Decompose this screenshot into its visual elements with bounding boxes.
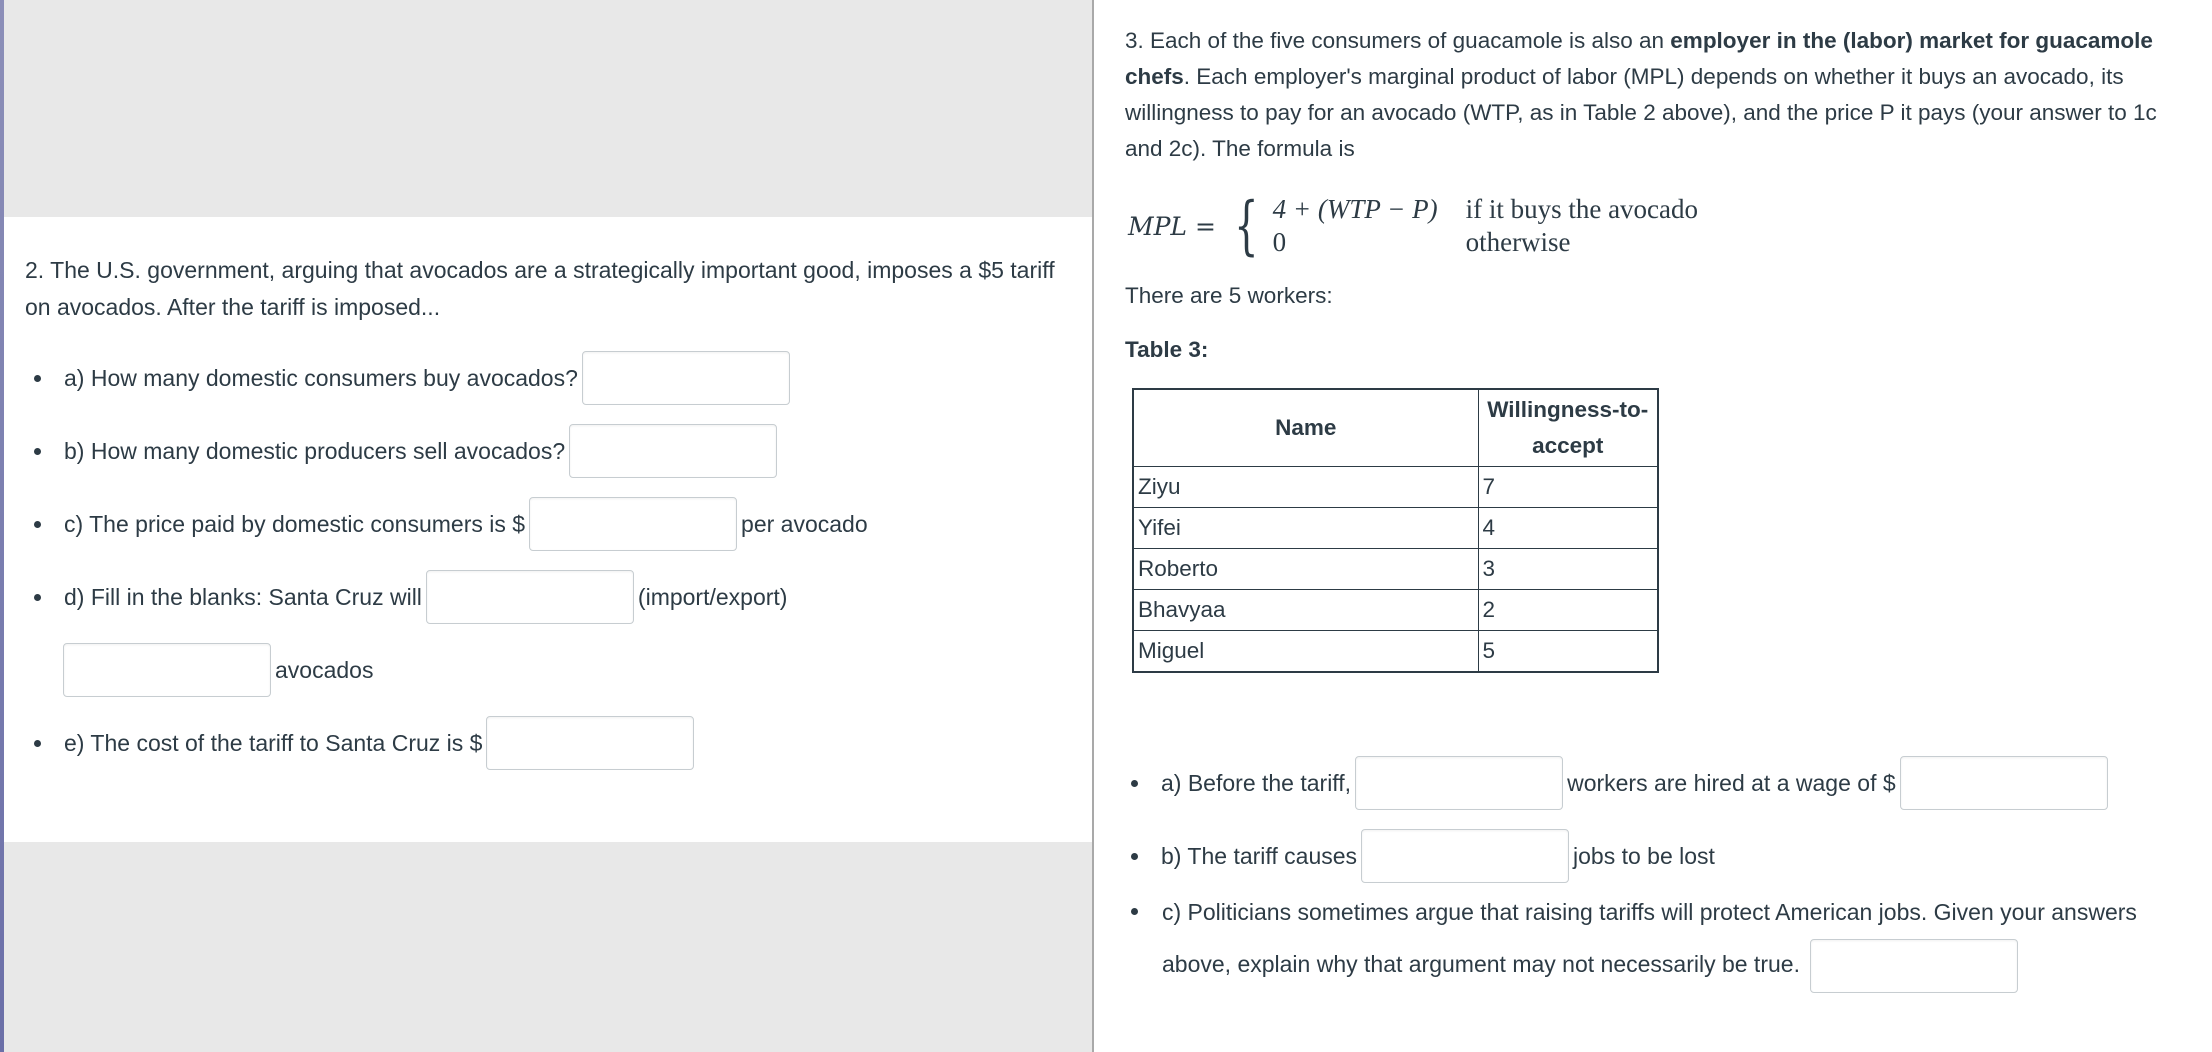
q3-item-b xyxy=(1131,828,1715,884)
table-cell-name: Yifei xyxy=(1133,508,1478,549)
q2-b-label: b) How many domestic producers sell avocados? xyxy=(64,437,566,464)
formula-case2-expr: 0 xyxy=(1272,227,1287,257)
table-row xyxy=(1133,508,1658,549)
bullet xyxy=(34,448,41,455)
formula-case1-cond: if it buys the avocado xyxy=(1465,194,1699,224)
q3-b-jobs-input[interactable] xyxy=(1361,829,1569,883)
q2-a-label: a) How many domestic consumers buy avocados? xyxy=(64,364,578,391)
q3-intro-part2: . Each employer's marginal product of labor (MPL) depends on whether it buys an avocado, its willingness to pay for an avocado (WTP, as in Table 2 above), and the price P it pays (your answer to 1c and 2c). The formula is xyxy=(1125,64,2157,161)
bullet xyxy=(34,594,41,601)
mpl-formula xyxy=(1128,186,1698,266)
table-cell-wta: 3 xyxy=(1478,549,1658,590)
q3-item-a xyxy=(1131,755,2108,811)
formula-lhs: MPL = xyxy=(1128,211,1216,241)
table-row xyxy=(1133,590,1658,631)
bullet xyxy=(1131,780,1138,787)
q2-item-d-continued xyxy=(63,642,373,698)
q3-item-c xyxy=(1131,886,2191,993)
table-title: Table 3: xyxy=(1125,337,1209,362)
workers-table xyxy=(1132,388,1659,673)
question-2-prompt: 2. The U.S. government, arguing that avocados are a strategically important good, imposes a $5 tariff on avocados. After the tariff is imposed... xyxy=(25,257,1055,320)
q3-a-wage-input[interactable] xyxy=(1900,756,2108,810)
workers-text: There are 5 workers: xyxy=(1125,283,1333,308)
table-row xyxy=(1133,549,1658,590)
q3-c-content xyxy=(1162,886,2191,993)
q2-d-quantity-input[interactable] xyxy=(63,643,271,697)
bullet xyxy=(34,521,41,528)
q3-intro-part1: 3. Each of the five consumers of guacamole is also an xyxy=(1125,28,1671,53)
q2-item-a xyxy=(34,350,790,406)
q3-c-label: c) Politicians sometimes argue that raising tariffs will protect American jobs. Given your answers above, explain why that argument may not necessarily be true. xyxy=(1162,899,2137,977)
q2-e-answer-input[interactable] xyxy=(486,716,694,770)
bullet xyxy=(1131,853,1138,860)
formula-cases xyxy=(1273,194,1698,258)
question-3-prompt xyxy=(1125,23,2185,167)
table-cell-name: Miguel xyxy=(1133,631,1478,673)
q3-a-mid-label: workers are hired at a wage of $ xyxy=(1567,769,1896,796)
q3-a-workers-input[interactable] xyxy=(1355,756,1563,810)
table-cell-name: Bhavyaa xyxy=(1133,590,1478,631)
formula-case1-expr: 4 + (WTP − P) xyxy=(1272,194,1438,224)
table-cell-wta: 2 xyxy=(1478,590,1658,631)
q2-e-label: e) The cost of the tariff to Santa Cruz is $ xyxy=(64,729,483,756)
q2-item-c xyxy=(34,496,868,552)
q2-item-d xyxy=(34,569,787,625)
bullet xyxy=(1131,908,1138,915)
q3-a-label: a) Before the tariff, xyxy=(1161,769,1352,796)
q2-d-unit: avocados xyxy=(275,656,374,683)
q3-c-answer-input[interactable] xyxy=(1810,939,2018,993)
table-header-name: Name xyxy=(1133,389,1478,467)
q2-item-e xyxy=(34,715,694,771)
q2-b-answer-input[interactable] xyxy=(569,424,777,478)
q2-d-import-export-input[interactable] xyxy=(426,570,634,624)
q2-d-label: d) Fill in the blanks: Santa Cruz will xyxy=(64,583,422,610)
table-cell-wta: 5 xyxy=(1478,631,1658,673)
q2-item-b xyxy=(34,423,777,479)
q2-c-answer-input[interactable] xyxy=(529,497,737,551)
table-cell-wta: 7 xyxy=(1478,467,1658,508)
q3-intro-bold: employer in the (labor) market for guacamole chefs xyxy=(1125,28,2153,89)
table-row xyxy=(1133,467,1658,508)
q3-b-post-label: jobs to be lost xyxy=(1573,842,1715,869)
formula-case2-cond: otherwise xyxy=(1465,227,1571,257)
table-cell-name: Ziyu xyxy=(1133,467,1478,508)
bullet xyxy=(34,375,41,382)
bullet xyxy=(34,740,41,747)
q3-b-label: b) The tariff causes xyxy=(1161,842,1358,869)
q2-c-unit: per avocado xyxy=(741,510,868,537)
table-header-row xyxy=(1133,389,1658,467)
table-cell-wta: 4 xyxy=(1478,508,1658,549)
q2-c-label: c) The price paid by domestic consumers is $ xyxy=(64,510,526,537)
table-row xyxy=(1133,631,1658,673)
table-cell-name: Roberto xyxy=(1133,549,1478,590)
formula-brace: { xyxy=(1234,189,1259,263)
table-header-wta: Willingness-to-accept xyxy=(1478,389,1658,467)
q2-d-hint: (import/export) xyxy=(637,583,788,610)
q2-a-answer-input[interactable] xyxy=(582,351,790,405)
